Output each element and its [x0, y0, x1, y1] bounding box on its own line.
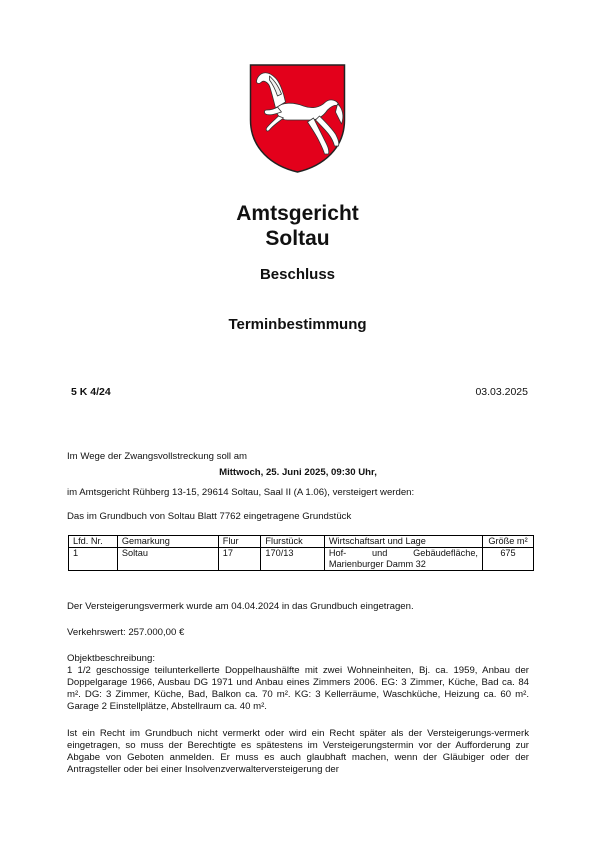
col-header-gemarkung: Gemarkung	[117, 536, 218, 548]
rights-notice-text: Ist ein Recht im Grundbuch nicht vermerkt oder wird ein Recht später als der Versteigerungs-vermerk eingetragen, so muss der Berechtigte es spätestens im Versteigerungstermin vor der Aufforderung zur Abgabe von Geboten anmelden. Er muss es auch glaubhaft machen, wenn der Gläubiger oder der Antragsteller oder bei einer Insolvenzverwalterversteigerung der	[67, 728, 529, 775]
col-header-lfd: Lfd. Nr.	[69, 536, 118, 548]
object-description-label: Objektbeschreibung:	[67, 653, 155, 664]
cell-groesse: 675	[482, 548, 533, 571]
court-name-line1: Amtsgericht	[236, 202, 359, 225]
cell-lfd: 1	[69, 548, 118, 571]
table-header-row	[69, 536, 534, 548]
col-header-flur: Flur	[218, 536, 261, 548]
cell-flurstueck: 170/13	[261, 548, 324, 571]
cell-gemarkung: Soltau	[117, 548, 218, 571]
col-header-wirtschaftsart: Wirtschaftsart und Lage	[324, 536, 482, 548]
cell-flur: 17	[218, 548, 261, 571]
market-value: Verkehrswert: 257.000,00 €	[67, 627, 185, 638]
intro-text: Im Wege der Zwangsvollstreckung soll am	[67, 451, 248, 462]
auction-date: Mittwoch, 25. Juni 2025, 09:30 Uhr,	[219, 467, 377, 478]
court-name-line2: Soltau	[265, 227, 330, 250]
property-table	[68, 535, 534, 571]
document-type-title: Beschluss	[259, 266, 336, 283]
auction-note-text: Der Versteigerungsvermerk wurde am 04.04.2024 in das Grundbuch eingetragen.	[67, 601, 414, 612]
auction-location: im Amtsgericht Rühberg 13-15, 29614 Soltau, Saal II (A 1.06), versteigert werden:	[67, 487, 415, 498]
document-date: 03.03.2025	[475, 386, 528, 398]
table-row	[69, 548, 534, 571]
object-description-text: 1 1/2 geschossige teilunterkellerte Doppelhaushälfte mit zwei Wohneinheiten, Bj. ca. 1959, Anbau der Doppelgarage 1966, Ausbau DG 1971 und Anbau eines Zimmers 2006. EG: 3 Zimmer, Küche, Bad ca. 84 m². DG: 3 Zimmer, Küche, Bad, Balkon ca. 70 m². KG: 3 Kellerräume, Waschküche, Heizung ca. 60 m². Garage 2 Einstellplätze, Abstellraum ca. 40 m².	[67, 665, 529, 712]
case-number: 5 K 4/24	[71, 386, 111, 398]
subject-title: Terminbestimmung	[228, 316, 367, 333]
cell-wirtschaftsart: Hof- und Gebäudefläche, Marienburger Damm 32	[324, 548, 482, 571]
lower-saxony-horse-crest-icon	[247, 62, 348, 174]
col-header-flurstueck: Flurstück	[261, 536, 324, 548]
land-register-text: Das im Grundbuch von Soltau Blatt 7762 eingetragene Grundstück	[67, 511, 352, 522]
col-header-groesse: Größe m²	[482, 536, 533, 548]
